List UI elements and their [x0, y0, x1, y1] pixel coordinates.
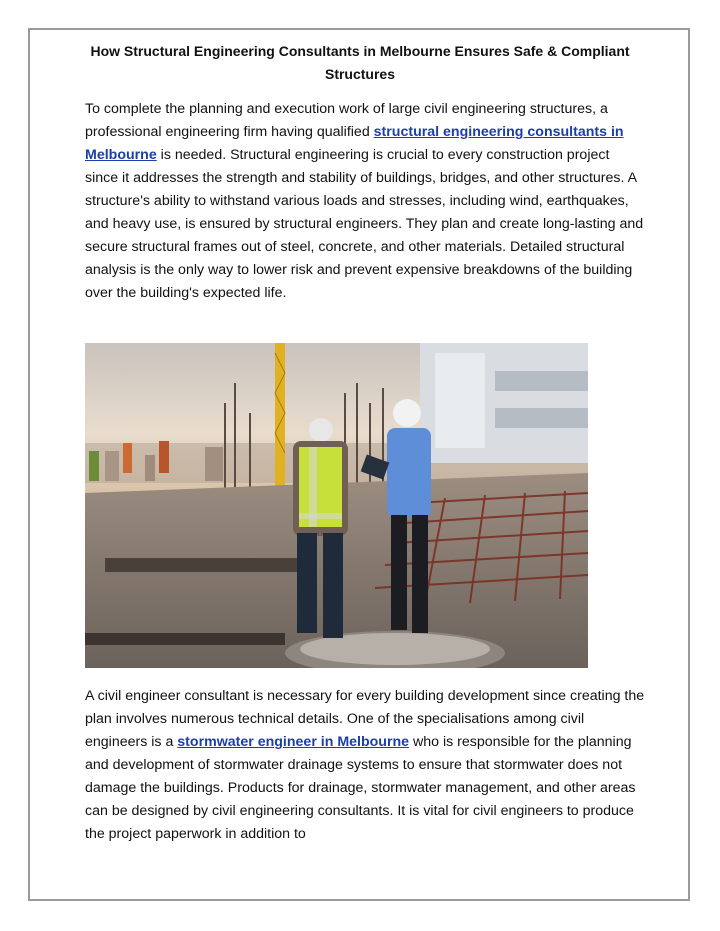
paragraph-stormwater [85, 685, 645, 846]
paragraph-intro-text-start: To complete the planning and execution work of large civil engineering structures, a professional engineering firm having qualified [85, 101, 608, 140]
paragraph-intro [85, 98, 645, 305]
paragraph-stormwater-text-start: A civil engineer consultant is necessary for every building development since creating the plan involves numerous technical details. One of the specialisations among civil engineers is a [85, 688, 645, 750]
stormwater-engineer-link[interactable]: stormwater engineer in Melbourne [177, 734, 410, 750]
paragraph-stormwater-text-end: who is responsible for the planning and development of stormwater drainage systems to ensure that stormwater does not damage the buildings. Products for drainage, stormwater management, and other areas can be designed by civil engineering consultants. It is vital for civil engineers to produce the project paperwork in addition to [85, 734, 636, 842]
construction-site-photo [85, 343, 588, 668]
structural-engineering-consultants-link[interactable]: structural engineering consultants in Melbourne [85, 124, 624, 163]
paragraph-intro-text-end: is needed. Structural engineering is crucial to every construction project since it addresses the strength and stability of buildings, bridges, and other structures. A structure's ability to withstand various loads and stresses, including wind, earthquakes, and heavy use, is ensured by structural engineers. They plan and create long-lasting and secure structural frames out of steel, concrete, and other materials. Detailed structural analysis is the only way to lower risk and prevent expensive breakdowns of the building over the building's expected life. [85, 147, 644, 301]
document-title: How Structural Engineering Consultants in Melbourne Ensures Safe & Compliant Structures [90, 43, 630, 82]
